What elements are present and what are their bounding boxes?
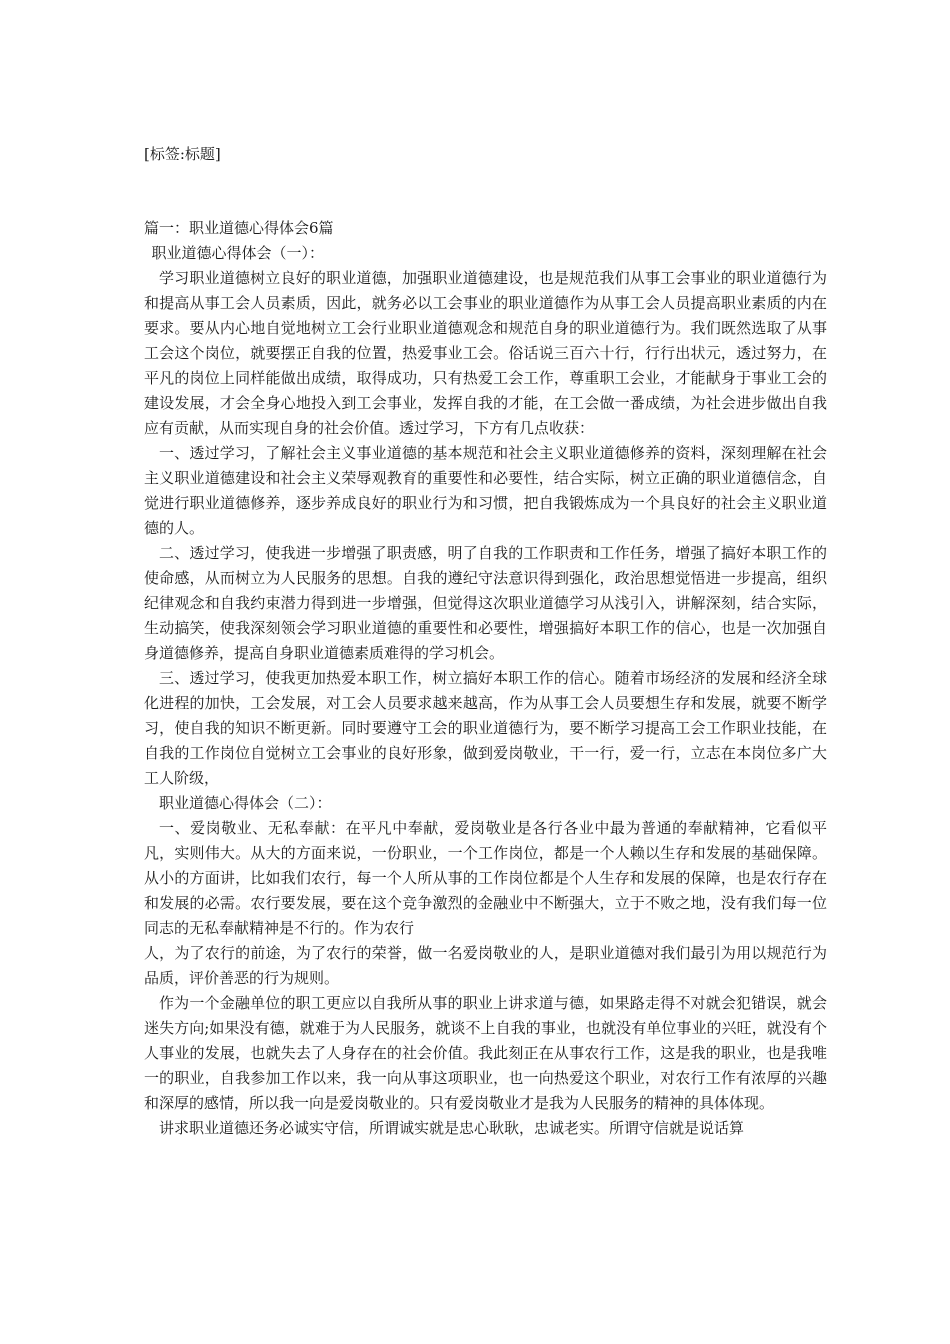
paragraph-dedication-end: 人，为了农行的前途，为了农行的荣誉，做一名爱岗敬业的人，是职业道德对我们最引为用以规范行为品质，评价善恶的行为规则。 (144, 944, 827, 987)
article-body (144, 216, 827, 1141)
paragraph-honesty: 讲求职业道德还务必诚实守信，所谓诚实就是忠心耿耿，忠诚老实。所谓守信就是说话算 (159, 1119, 745, 1137)
paragraph-intro: 学习职业道德树立良好的职业道德，加强职业道德建设，也是规范我们从事工会事业的职业道德行为和提高从事工会人员素质，因此，就务必以工会事业的职业道德作为从事工会人员提高职业素质的内在要求。要从内心地自觉地树立工会行业职业道德观念和规范自身的职业道德行为。我们既然选取了从事工会这个岗位，就要摆正自我的位置，热爱事业工会。俗话说三百六十行，行行出状元，透过努力，在平凡的岗位上同样能做出成绩，取得成功，只有热爱工会工作，尊重职工会业，才能献身于事业工会的建设发展，才会全身心地投入到工会事业，发挥自我的才能，在工会做一番成绩，为社会进步做出自我应有贡献，从而实现自身的社会价值。透过学习，下方有几点收获： (144, 269, 827, 437)
paragraph-point-3: 三、透过学习，使我更加热爱本职工作，树立搞好本职工作的信心。随着市场经济的发展和经济全球化进程的加快，工会发展，对工会人员要求越来越高，作为从事工会人员要想生存和发展，就要不断学习，使自我的知识不断更新。同时要遵守工会的职业道德行为，要不断学习提高工会工作职业技能，在自我的工作岗位自觉树立工会事业的良好形象，做到爱岗敬业，干一行，爱一行，立志在本岗位多广大工人阶级， (144, 669, 827, 787)
paragraph-point-2: 二、透过学习，使我进一步增强了职责感，明了自我的工作职责和工作任务，增强了搞好本职工作的使命感，从而树立为人民服务的思想。自我的遵纪守法意识得到强化，政治思想觉悟进一步提高，组织纪律观念和自我约束潜力得到进一步增强，但觉得这次职业道德学习从浅引入，讲解深刻，结合实际，生动搞笑，使我深刻领会学习职业道德的重要性和必要性，增强搞好本职工作的信心，也是一次加强自身道德修养，提高自身职业道德素质难得的学习机会。 (144, 544, 827, 662)
paragraph-finance-worker: 作为一个金融单位的职工更应以自我所从事的职业上讲求道与德，如果路走得不对就会犯错误，就会迷失方向;如果没有德，就难于为人民服务，就谈不上自我的事业，也就没有单位事业的兴旺，就没有个人事业的发展，也就失去了人身存在的社会价值。我此刻正在从事农行工作，这是我的职业，也是我唯一的职业，自我参加工作以来，我一向从事这项职业，也一向热爱这个职业，对农行工作有浓厚的兴趣和深厚的感情，所以我一向是爱岗敬业的。只有爱岗敬业才是我为人民服务的精神的具体体现。 (144, 994, 827, 1112)
paragraph-point-1: 一、透过学习，了解社会主义事业道德的基本规范和社会主义职业道德修养的资料，深刻理解在社会主义职业道德建设和社会主义荣辱观教育的重要性和必要性，结合实际，树立正确的职业道德信念，自觉进行职业道德修养，逐步养成良好的职业行为和习惯，把自我锻炼成为一个具良好的社会主义职业道德的人。 (144, 444, 827, 537)
section-heading-1: 职业道德心得体会（一）： (151, 244, 325, 262)
section-heading-2: 职业道德心得体会（二）： (159, 794, 332, 812)
article-title: 篇一：职业道德心得体会6篇 (144, 219, 334, 237)
paragraph-dedication-start: 一、爱岗敬业、无私奉献：在平凡中奉献，爱岗敬业是各行各业中最为普通的奉献精神，它看似平凡，实则伟大。从大的方面来说，一份职业，一个工作岗位，都是一个人赖以生存和发展的基础保障。从小的方面讲，比如我们农行，每一个人所从事的工作岗位都是个人生存和发展的保障，也是农行存在和发展的必需。农行要发展，要在这个竞争激烈的金融业中不断强大，立于不败之地，没有我们每一位同志的无私奉献精神是不行的。作为农行 (144, 819, 827, 937)
tag-line: [标签:标题] (144, 145, 221, 163)
